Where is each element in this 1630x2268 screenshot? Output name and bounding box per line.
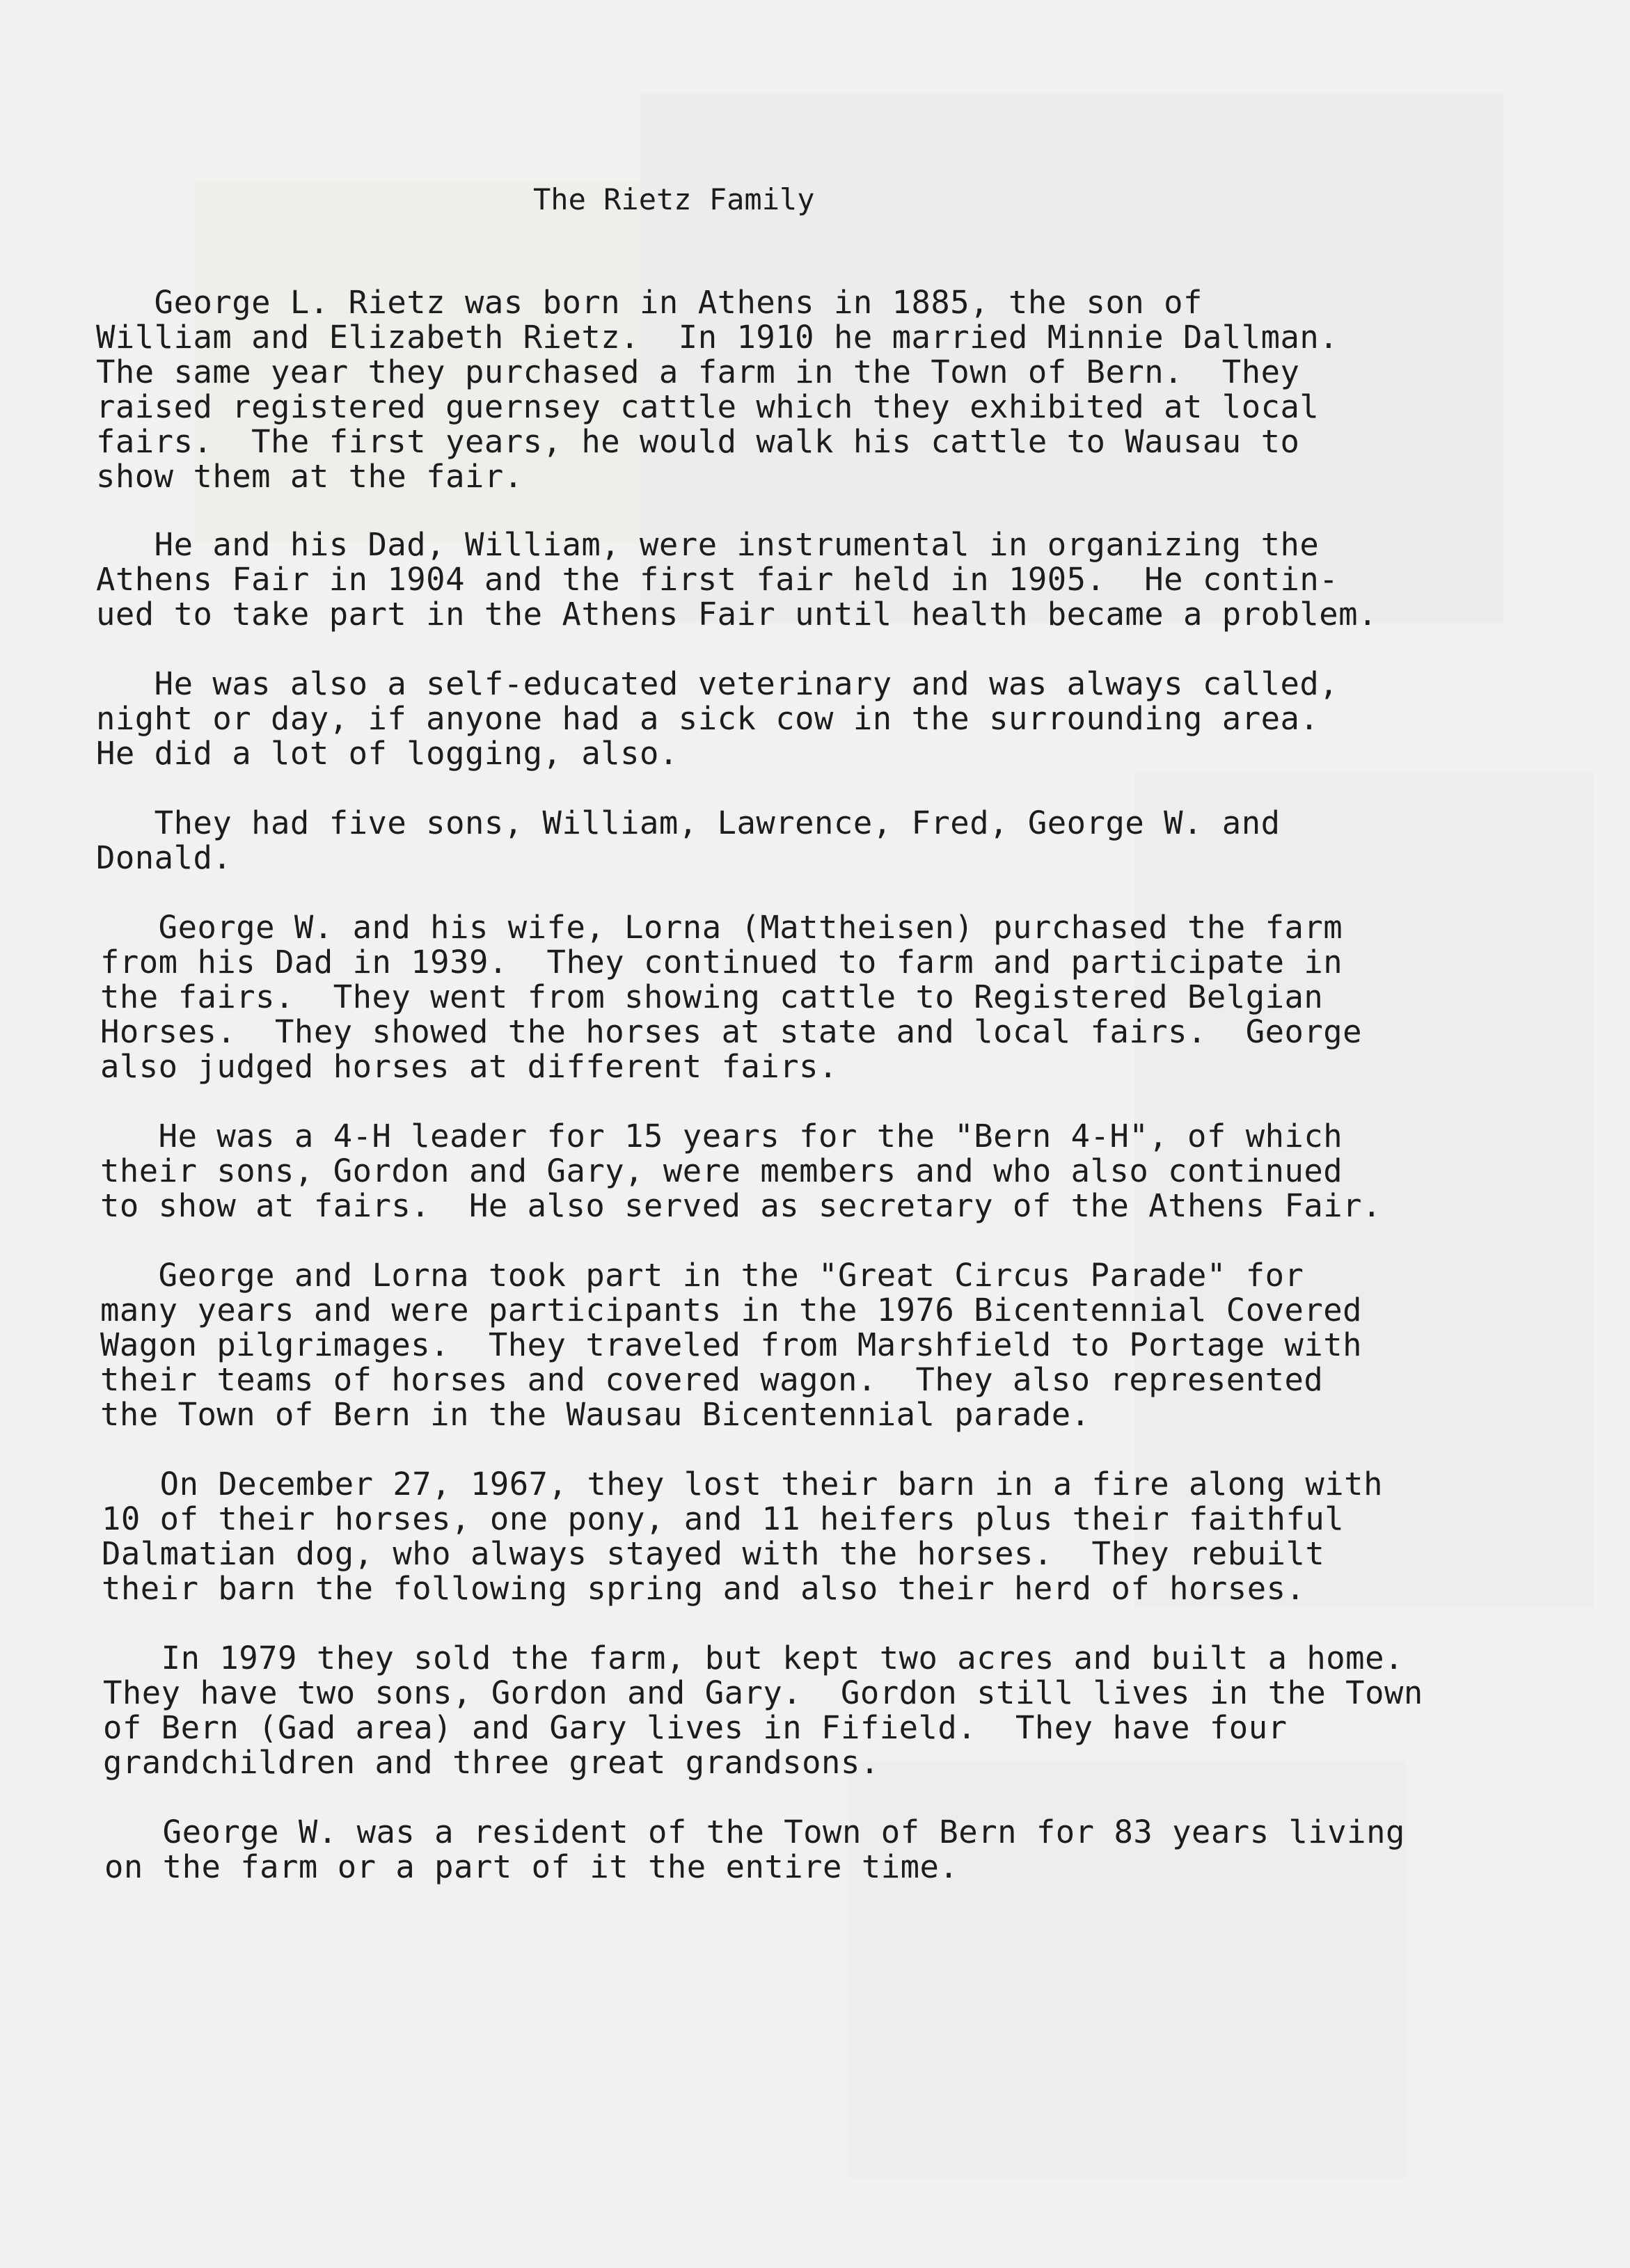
text-line: Dalmatian dog, who always stayed with the horses. They rebuilt [102, 1535, 1325, 1572]
text-line: of Bern (Gad area) and Gary lives in Fifield. They have four [103, 1709, 1288, 1746]
paragraph [103, 1641, 1565, 1780]
text-line: Donald. [96, 839, 232, 876]
text-line: on the farm or a part of it the entire time. [104, 1848, 959, 1885]
text-line: their barn the following spring and also their herd of horses. [102, 1570, 1306, 1607]
paragraph [96, 285, 1558, 494]
paragraph [102, 1467, 1563, 1606]
text-line: Horses. They showed the horses at state and local fairs. George [100, 1013, 1363, 1050]
text-line: They had five sons, William, Lawrence, Fred, George W. and [96, 804, 1281, 841]
text-line: George L. Rietz was born in Athens in 1885, the son of [96, 284, 1203, 321]
text-line: The same year they purchased a farm in the Town of Bern. They [96, 354, 1300, 390]
paragraph [100, 910, 1562, 1084]
paragraph [96, 806, 1558, 875]
text-line: William and Elizabeth Rietz. In 1910 he married Minnie Dallman. [96, 319, 1339, 356]
paragraph [96, 667, 1558, 771]
text-line: 10 of their horses, one pony, and 11 heifers plus their faithful [102, 1500, 1345, 1537]
text-line: the fairs. They went from showing cattle to Registered Belgian [100, 978, 1324, 1015]
text-line: also judged horses at different fairs. [100, 1048, 838, 1085]
paragraph [104, 1815, 1566, 1885]
text-line: He and his Dad, William, were instrumental in organizing the [96, 526, 1320, 563]
text-line: night or day, if anyone had a sick cow in the surrounding area. [96, 700, 1320, 737]
text-line: their sons, Gordon and Gary, were members and who also continued [100, 1152, 1343, 1189]
text-line: fairs. The first years, he would walk his cattle to Wausau to [96, 423, 1300, 460]
text-line: show them at the fair. [96, 458, 523, 495]
paragraph [96, 528, 1558, 632]
page-title: The Rietz Family [533, 182, 815, 216]
text-line: ued to take part in the Athens Fair until health became a problem. [96, 596, 1377, 633]
text-line: He was a 4-H leader for 15 years for the "Bern 4-H", of which [100, 1118, 1343, 1155]
paragraph [100, 1119, 1562, 1223]
text-line: from his Dad in 1939. They continued to farm and participate in [100, 944, 1343, 981]
text-line: the Town of Bern in the Wausau Bicentennial parade. [100, 1396, 1091, 1433]
text-line: On December 27, 1967, they lost their barn in a fire along with [102, 1466, 1383, 1502]
text-line: In 1979 they sold the farm, but kept two acres and built a home. [103, 1640, 1404, 1676]
text-line: their teams of horses and covered wagon. They also represented [100, 1361, 1324, 1398]
text-line: George and Lorna took part in the "Great Circus Parade" for [100, 1257, 1304, 1294]
text-line: George W. and his wife, Lorna (Mattheisen) purchased the farm [100, 909, 1343, 946]
text-line: many years and were participants in the 1976 Bicentennial Covered [100, 1292, 1363, 1329]
text-line: raised registered guernsey cattle which they exhibited at local [96, 388, 1320, 425]
paragraph [100, 1258, 1562, 1432]
text-line: Wagon pilgrimages. They traveled from Marshfield to Portage with [100, 1326, 1363, 1363]
text-line: Athens Fair in 1904 and the first fair held in 1905. He contin- [96, 561, 1339, 598]
text-line: They have two sons, Gordon and Gary. Gordon still lives in the Town [103, 1674, 1423, 1711]
text-line: to show at fairs. He also served as secretary of the Athens Fair. [100, 1187, 1382, 1224]
text-line: He did a lot of logging, also. [96, 735, 679, 772]
text-line: He was also a self-educated veterinary and was always called, [96, 665, 1339, 702]
text-line: George W. was a resident of the Town of Bern for 83 years living [104, 1814, 1405, 1850]
text-line: grandchildren and three great grandsons. [103, 1744, 880, 1781]
